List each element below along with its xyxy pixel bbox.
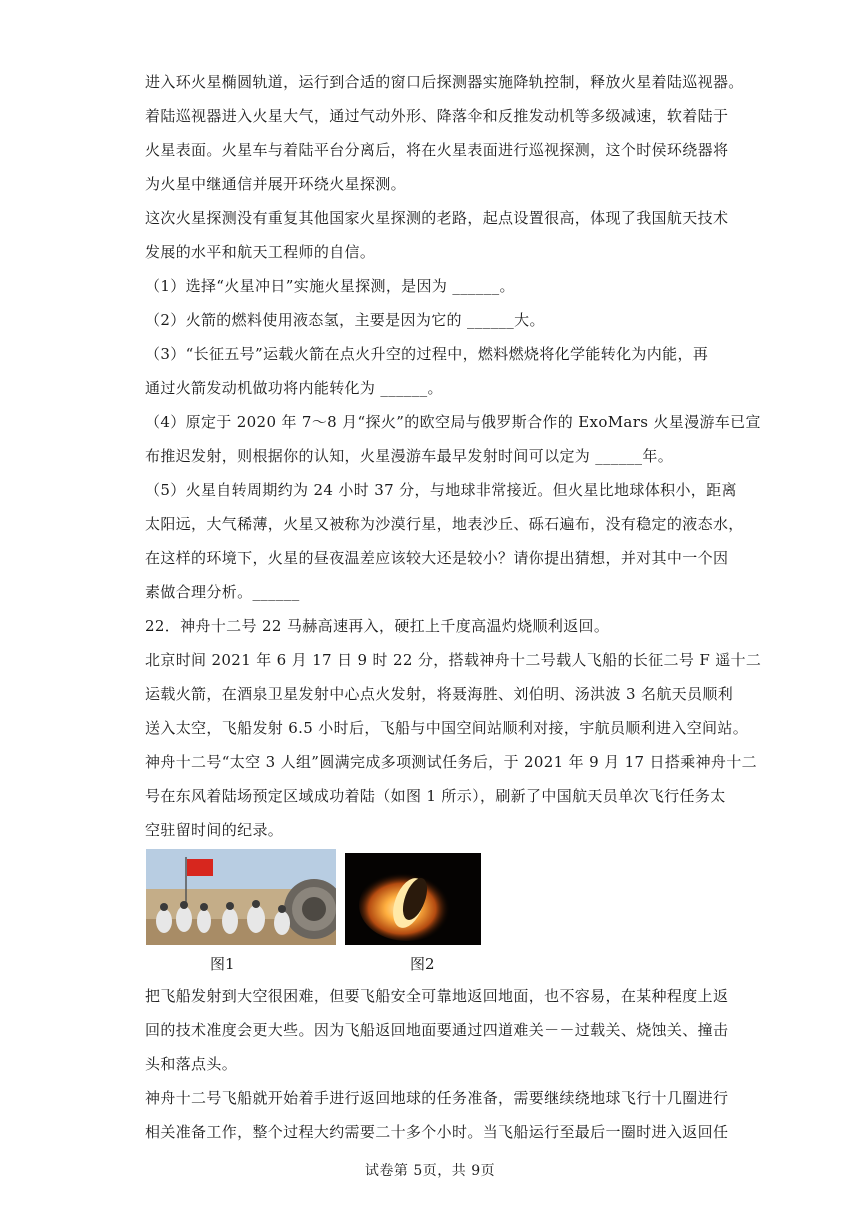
text-line: 北京时间 2021 年 6 月 17 日 9 时 22 分，搭载神舟十二号载人飞船的长征二号 F 遥十二 xyxy=(145,651,762,669)
text-line: 进入环火星椭圆轨道，运行到合适的窗口后探测器实施降轨控制，释放火星着陆巡视器。 xyxy=(145,73,744,91)
reentry-capsule-photo xyxy=(345,853,481,945)
figure-group xyxy=(146,849,486,979)
text-line: 神舟十二号“太空 3 人组”圆满完成多项测试任务后，于 2021 年 9 月 17 日搭乘神舟十二 xyxy=(145,753,757,771)
question-22-title: 22．神舟十二号 22 马赫高速再入，硬扛上千度高温灼烧顺利返回。 xyxy=(145,617,610,635)
text-line: 运载火箭，在酒泉卫星发射中心点火发射，将聂海胜、刘伯明、汤洪波 3 名航天员顺利 xyxy=(145,685,734,703)
text-line: 空驻留时间的纪录。 xyxy=(145,821,284,839)
text-line: 回的技术准度会更大些。因为飞船返回地面要通过四道难关－－过载关、烧蚀关、撞击 xyxy=(145,1021,729,1039)
text-line: 火星表面。火星车与着陆平台分离后，将在火星表面进行巡视探测，这个时侯环绕器将 xyxy=(145,141,729,159)
text-line: 这次火星探测没有重复其他国家火星探测的老路，起点设置很高，体现了我国航天技术 xyxy=(145,209,729,227)
text-line: 送入太空，飞船发射 6.5 小时后，飞船与中国空间站顺利对接，宇航员顺利进入空间站。 xyxy=(145,719,749,737)
question-3: （3）“长征五号”运载火箭在点火升空的过程中，燃料燃烧将化学能转化为内能，再 xyxy=(145,345,709,363)
text-line: 太阳远，大气稀薄，火星又被称为沙漠行星，地表沙丘、砾石遍布，没有稳定的液态水， xyxy=(145,515,744,533)
reentry-illustration xyxy=(345,853,481,945)
text-line: 为火星中继通信并展开环绕火星探测。 xyxy=(145,175,406,193)
text-line: 神舟十二号飞船就开始着手进行返回地球的任务准备，需要继续绕地球飞行十几圈进行 xyxy=(145,1089,729,1107)
text-line: 发展的水平和航天工程师的自信。 xyxy=(145,243,376,261)
figure-1-caption: 图1 xyxy=(210,955,235,973)
text-line: 相关准备工作，整个过程大约需要二十多个小时。当飞船运行至最后一圈时进入返回任 xyxy=(145,1123,729,1141)
text-line: 布推迟发射，则根据你的认知，火星漫游车最早发射时间可以定为 ______年。 xyxy=(145,447,674,465)
text-line: 把飞船发射到大空很困难，但要飞船安全可靠地返回地面，也不容易，在某种程度上返 xyxy=(145,987,729,1005)
question-5: （5）火星自转周期约为 24 小时 37 分，与地球非常接近。但火星比地球体积小，距离 xyxy=(145,481,737,499)
landing-site-photo xyxy=(146,849,336,945)
question-1: （1）选择“火星冲日”实施火星探测，是因为 ______。 xyxy=(145,277,515,295)
figure-2-caption: 图2 xyxy=(410,955,435,973)
text-line: 通过火箭发动机做功将内能转化为 ______。 xyxy=(145,379,443,397)
text-line: 号在东风着陆场预定区域成功着陆（如图 1 所示），刷新了中国航天员单次飞行任务太 xyxy=(145,787,726,805)
text-line: 在这样的环境下，火星的昼夜温差应该较大还是较小？请你提出猜想，并对其中一个因 xyxy=(145,549,729,567)
page-footer: 试卷第 5页，共 9页 xyxy=(364,1163,496,1179)
question-2: （2）火箭的燃料使用液态氢，主要是因为它的 ______大。 xyxy=(145,311,545,329)
text-line: 素做合理分析。______ xyxy=(145,583,300,601)
question-4: （4）原定于 2020 年 7～8 月“探火”的欧空局与俄罗斯合作的 ExoMars 火星漫游车已宣 xyxy=(145,413,761,431)
text-line: 着陆巡视器进入火星大气，通过气动外形、降落伞和反推发动机等多级减速，软着陆于 xyxy=(145,107,729,125)
text-line: 头和落点头。 xyxy=(145,1055,238,1073)
landing-photo-illustration xyxy=(146,849,336,945)
